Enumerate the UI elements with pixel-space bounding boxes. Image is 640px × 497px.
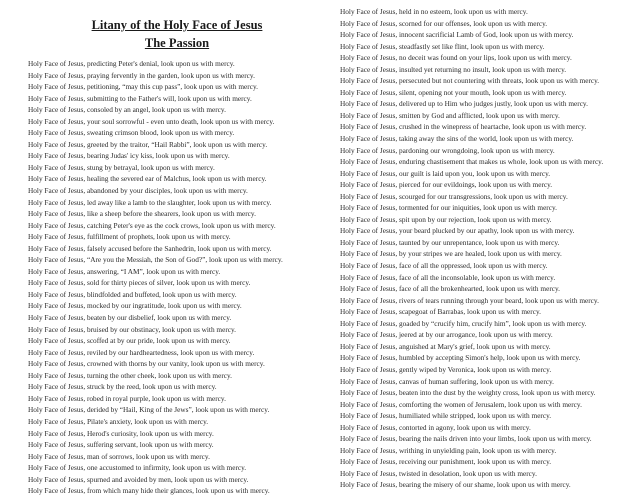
litany-line: Holy Face of Jesus, fulfillment of prophets, look upon us with mercy.	[28, 232, 231, 242]
litany-line: Holy Face of Jesus, held in no esteem, look upon us with mercy.	[340, 7, 528, 16]
litany-line: Holy Face of Jesus, beaten into the dust by the weighty cross, look upon us with mercy.	[340, 388, 596, 398]
litany-line: Holy Face of Jesus, face of all the inconsolable, look upon us with mercy.	[340, 272, 556, 282]
litany-line: Holy Face of Jesus, praying fervently in the garden, look upon us with mercy.	[28, 70, 255, 80]
litany-line: Holy Face of Jesus, led away like a lamb to the slaughter, look upon us with mercy.	[28, 197, 272, 207]
litany-line: Holy Face of Jesus, bearing the misery of our shame, look upon us with mercy.	[340, 480, 571, 490]
litany-line: Holy Face of Jesus, struck by the reed, look upon us with mercy.	[28, 382, 217, 392]
litany-line: Holy Face of Jesus, steadfastly set like flint, look upon us with mercy.	[340, 41, 545, 51]
litany-line: Holy Face of Jesus, blindfolded and buffeted, look upon us with mercy.	[28, 289, 237, 299]
litany-line: Holy Face of Jesus, reviled by our hardheartedness, look upon us with mercy.	[28, 347, 255, 357]
litany-line: Holy Face of Jesus, receiving our punishment, look upon us with mercy.	[340, 457, 552, 467]
litany-line: Holy Face of Jesus, robed in royal purple, look upon us with mercy.	[28, 393, 226, 403]
litany-line: Holy Face of Jesus, scorned for our offenses, look upon us with mercy.	[340, 18, 548, 28]
litany-line: Holy Face of Jesus, suffering servant, look upon us with mercy.	[28, 440, 214, 450]
litany-line: Holy Face of Jesus, beaten by our disbelief, look upon us with mercy.	[28, 313, 232, 323]
litany-line: Holy Face of Jesus, rivers of tears running through your beard, look upon us with mercy.	[340, 295, 599, 305]
litany-line: Holy Face of Jesus, falsely accused before the Sanhedrin, look upon us with mercy.	[28, 243, 272, 253]
litany-line: Holy Face of Jesus, “Are you the Messiah, the Son of God?”, look upon us with mercy.	[28, 255, 283, 265]
litany-line: Holy Face of Jesus, petitioning, “may this cup pass”, look upon us with mercy.	[28, 82, 258, 92]
litany-line: Holy Face of Jesus, abandoned by your disciples, look upon us with mercy.	[28, 186, 248, 196]
litany-line: Holy Face of Jesus, scapegoat of Barrabas, look upon us with mercy.	[340, 307, 541, 317]
litany-line: Holy Face of Jesus, pardoning our wrongdoing, look upon us with mercy.	[340, 145, 555, 155]
litany-line: Holy Face of Jesus, by your stripes we are healed, look upon us with mercy.	[340, 249, 562, 259]
litany-line: Holy Face of Jesus, stung by betrayal, look upon us with mercy.	[28, 162, 215, 172]
litany-line: Holy Face of Jesus, face of all the oppressed, look upon us with mercy.	[340, 261, 548, 271]
litany-line: Holy Face of Jesus, sold for thirty pieces of silver, look upon us with mercy.	[28, 278, 251, 288]
left-column	[28, 0, 310, 497]
litany-line: Holy Face of Jesus, smitten by God and afflicted, look upon us with mercy.	[340, 110, 560, 120]
litany-line: Holy Face of Jesus, our guilt is laid upon you, look upon us with mercy.	[340, 168, 551, 178]
litany-line: Holy Face of Jesus, your beard plucked by our apathy, look upon us with mercy.	[340, 226, 575, 236]
litany-line: Holy Face of Jesus, taunted by our unrepentance, look upon us with mercy.	[340, 237, 560, 247]
litany-line: Holy Face of Jesus, man of sorrows, look upon us with mercy.	[28, 451, 210, 461]
litany-line: Holy Face of Jesus, anguished at Mary's grief, look upon us with mercy.	[340, 341, 551, 351]
litany-line: Holy Face of Jesus, your soul sorrowful - even unto death, look upon us with mercy.	[28, 116, 275, 126]
litany-line: Holy Face of Jesus, crushed in the winepress of heartache, look upon us with mercy.	[340, 122, 587, 132]
title-block	[28, 0, 318, 52]
litany-line: Holy Face of Jesus, taking away the sins of the world, look upon us with mercy.	[340, 134, 574, 144]
litany-line: Holy Face of Jesus, one accustomed to infirmity, look upon us with mercy.	[28, 463, 247, 473]
litany-line: Holy Face of Jesus, bearing Judas' icy kiss, look upon us with mercy.	[28, 151, 230, 161]
litany-line: Holy Face of Jesus, insulted yet returning no insult, look upon us with mercy.	[340, 64, 567, 74]
litany-line: Holy Face of Jesus, like a sheep before the shearers, look upon us with mercy.	[28, 209, 256, 219]
litany-line: Holy Face of Jesus, scourged for our transgressions, look upon us with mercy.	[340, 191, 568, 201]
litany-line: Holy Face of Jesus, writhing in unyielding pain, look upon us with mercy.	[340, 445, 557, 455]
litany-line: Holy Face of Jesus, canvas of human suffering, look upon us with mercy.	[340, 376, 555, 386]
litany-line: Holy Face of Jesus, goaded by “crucify him, crucify him”, look upon us with mercy.	[340, 318, 587, 328]
litany-line: Holy Face of Jesus, tormented for our iniquities, look upon us with mercy.	[340, 203, 557, 213]
litany-line: Holy Face of Jesus, face of all the brokenhearted, look upon us with mercy.	[340, 284, 560, 294]
litany-line: Holy Face of Jesus, contorted in agony, look upon us with mercy.	[340, 422, 531, 432]
litany-line: Holy Face of Jesus, bearing the nails driven into your limbs, look upon us with mercy.	[340, 434, 592, 444]
right-column	[340, 0, 636, 491]
left-litany-list	[28, 58, 310, 497]
litany-line: Holy Face of Jesus, spurned and avoided by men, look upon us with mercy.	[28, 474, 249, 484]
litany-line: Holy Face of Jesus, healing the severed ear of Malchus, look upon us with mercy.	[28, 174, 267, 184]
litany-line: Holy Face of Jesus, greeted by the traitor, “Hail Rabbi”, look upon us with mercy.	[28, 139, 268, 149]
litany-line: Holy Face of Jesus, enduring chastisement that makes us whole, look upon us with mercy.	[340, 157, 604, 167]
litany-line: Holy Face of Jesus, submitting to the Father's will, look upon us with mercy.	[28, 93, 252, 103]
litany-line: Holy Face of Jesus, twisted in desolation, look upon us with mercy.	[340, 468, 537, 478]
litany-line: Holy Face of Jesus, sweating crimson blood, look upon us with mercy.	[28, 128, 235, 138]
right-litany-list	[340, 0, 636, 491]
litany-line: Holy Face of Jesus, jeered at by our arrogance, look upon us with mercy.	[340, 330, 553, 340]
document-subtitle: The Passion	[144, 36, 210, 50]
litany-line: Holy Face of Jesus, no deceit was found on your lips, look upon us with mercy.	[340, 53, 572, 63]
litany-line: Holy Face of Jesus, turning the other cheek, look upon us with mercy.	[28, 370, 232, 380]
litany-line: Holy Face of Jesus, catching Peter's eye as the cock crows, look upon us with mercy.	[28, 220, 276, 230]
litany-line: Holy Face of Jesus, comforting the women of Jerusalem, look upon us with mercy.	[340, 399, 582, 409]
litany-line: Holy Face of Jesus, from which many hide their glances, look upon us with mercy.	[28, 486, 270, 496]
litany-line: Holy Face of Jesus, persecuted but not countering with threats, look upon us with mercy.	[340, 76, 600, 86]
litany-line: Holy Face of Jesus, crowned with thorns by our vanity, look upon us with mercy.	[28, 359, 265, 369]
litany-line: Holy Face of Jesus, mocked by our ingratitude, look upon us with mercy.	[28, 301, 242, 311]
litany-line: Holy Face of Jesus, bruised by our obstinacy, look upon us with mercy.	[28, 324, 236, 334]
litany-line: Holy Face of Jesus, spit upon by our rejection, look upon us with mercy.	[340, 214, 552, 224]
litany-line: Holy Face of Jesus, delivered up to Him who judges justly, look upon us with mercy.	[340, 99, 588, 109]
litany-line: Holy Face of Jesus, scoffed at by our pride, look upon us with mercy.	[28, 336, 231, 346]
litany-line: Holy Face of Jesus, predicting Peter's denial, look upon us with mercy.	[28, 59, 235, 68]
litany-line: Holy Face of Jesus, answering, “I AM”, look upon us with mercy.	[28, 266, 221, 276]
litany-line: Holy Face of Jesus, pierced for our evildoings, look upon us with mercy.	[340, 180, 553, 190]
litany-line: Holy Face of Jesus, derided by “Hail, King of the Jews”, look upon us with mercy.	[28, 405, 270, 415]
litany-line: Holy Face of Jesus, Herod's curiosity, look upon us with mercy.	[28, 428, 214, 438]
litany-line: Holy Face of Jesus, silent, opening not your mouth, look upon us with mercy.	[340, 87, 567, 97]
litany-line: Holy Face of Jesus, humiliated while stripped, look upon us with mercy.	[340, 411, 552, 421]
litany-line: Holy Face of Jesus, innocent sacrificial Lamb of God, look upon us with mercy.	[340, 30, 574, 40]
litany-line: Holy Face of Jesus, gently wiped by Veronica, look upon us with mercy.	[340, 364, 552, 374]
litany-line: Holy Face of Jesus, consoled by an angel, look upon us with mercy.	[28, 105, 226, 115]
litany-line: Holy Face of Jesus, humbled by accepting Simon's help, look upon us with mercy.	[340, 353, 581, 363]
litany-line: Holy Face of Jesus, Pilate's anxiety, look upon us with mercy.	[28, 416, 209, 426]
document-title: Litany of the Holy Face of Jesus	[91, 18, 263, 32]
